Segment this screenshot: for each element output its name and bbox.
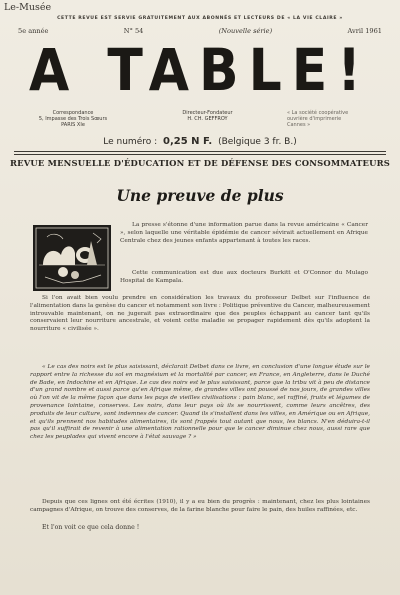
printer-line-2: ouvrière d'imprimerie [287,116,342,123]
article-quote: « Le cas des noirs est le plus saisissant, déclarait Delbet dans ce livre, en conclusion d'une longue étude sur le rapport entre la richesse du sol en magnésium et la mortalité par cancer, en France, en Angleterre, dans le Duché de Bade, en Indochine et en Afrique. Le cas des noirs est le plus saisissant, parce que la tribu vit à peu de distance d'un grand nombre et aussi parce qu'en Afrique même, de grandes villes ont poussé de nos jours, de grandes villes où l'on vit de la même façon que dans les pays de vieilles civilisations : pain blanc, sel raffiné, fruits et légumes de provenance lointaine, conserves. Les noirs, dans leur pays où ils se nourrissent, comme leurs ancêtres, des produits de leur culture, sont indemnes de cancer. Quand ils s'installent dans les villes, en Amérique ou en Afrique, et qu'ils prennent nos habitudes alimentaires, ils sont frappés tout autant que nous, les blancs. N'en déduira-t-il pas qu'il suffirait de revenir à une alimentation rationnelle pour que le cancer diminue chez nous, aussi rare que chez les peuplades qui vivent encore à l'état sauvage ? » [30,364,370,441]
divider-rule [14,151,386,152]
price-belgium: (Belgique 3 fr. B.) [218,137,297,147]
contacts-row [18,110,382,129]
issue-number: N° 54 [123,27,144,35]
issue-year: 5e année [18,27,49,35]
price-line [0,136,400,147]
article-paragraph-4: Depuis que ces lignes ont été écrites (1910), il y a eu bien du progrès : maintenant, chez les plus lointaines campagnes d'Afrique, on trouve des conserves, de la farine blanche pour faire le pain, des huiles raffinées, etc. [30,499,370,513]
publication-subtitle: REVUE MENSUELLE D'ÉDUCATION ET DE DÉFENSE DES CONSOMMATEURS [9,158,390,168]
tagline: CETTE REVUE EST SERVIE GRATUITEMENT AUX ABONNÉS ET LECTEURS DE « LA VIE CLAIRE » [57,16,343,21]
printer-block [287,110,382,129]
director-block [153,110,263,129]
issue-date: Avril 1961 [347,27,382,35]
still-life-illustration [33,225,111,291]
price-label: Le numéro : [103,137,158,147]
printer-line-1: « La société coopérative [287,110,349,116]
director-name: H. CH. GEFFROY [187,116,228,123]
article-paragraph-3: Si l'on avait bien voulu prendre en considération les travaux du professeur Delbet sur l'influence de l'alimentation dans la genèse du cancer et notamment son livre : Politique préventive du Cancer, malheureusement introuvable maintenant, on ne jugerait pas extraordinaire que des peuples échappant au cancer tant qu'ils conservaient leur nourriture ancestrale, et voient cette maladie se propager rapidement dès qu'ils adoptent la nourriture « civilisée ». [30,295,370,333]
printer-line-3: Cannes » [287,122,311,129]
correspondence-block [18,110,128,129]
correspondence-label: Correspondance [52,110,94,116]
article-title: Une preuve de plus [116,186,284,205]
director-label: Directeur-Fondateur [182,110,233,116]
divider-rule-thin [14,154,386,155]
correspondence-address: 5, Impasse des Trois Sœurs [38,116,108,123]
issue-series: (Nouvelle série) [218,27,273,35]
masthead-title: A TABLE! [28,37,372,105]
article-paragraph-1: La presse s'étonne d'une information parue dans la revue américaine « Cancer », selon laquelle une véritable épidémie de cancer sévirait actuellement en Afrique Centrale chez des jeunes enfants appartenant à toutes les races. [120,222,368,244]
price-value: 0,25 N F. [163,136,213,147]
corner-mark: Le-Musée [4,2,52,13]
correspondence-city: PARIS XIe [61,122,85,129]
article-paragraph-2: Cette communication est due aux docteurs Burkitt et O'Connor du Mulago Hospital de Kampala. [120,270,368,284]
article-closing: Et l'on voit ce que cela donne ! [42,524,140,531]
